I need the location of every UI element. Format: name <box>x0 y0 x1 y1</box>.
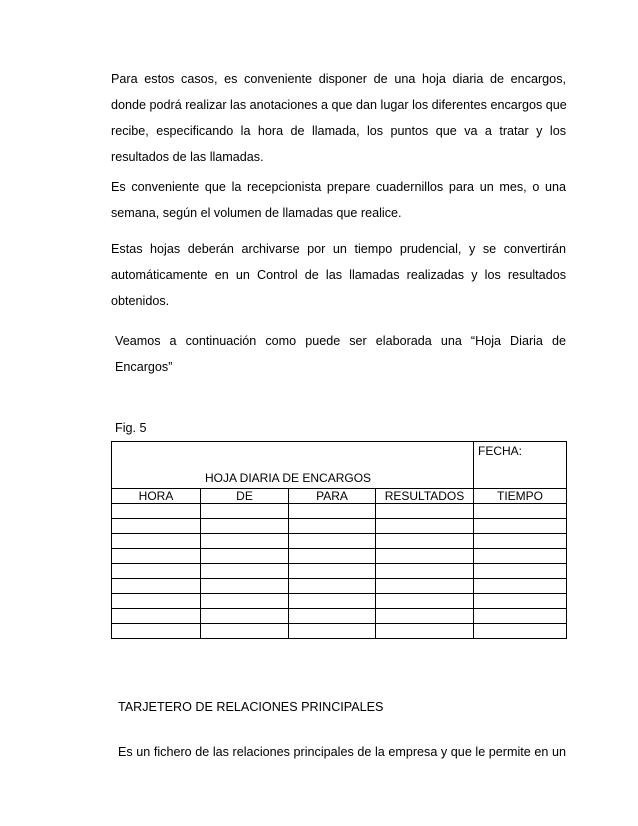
table-cell <box>112 594 201 609</box>
table-cell <box>289 549 376 564</box>
paragraph-line: Encargos” <box>115 360 173 374</box>
table-cell <box>201 519 289 534</box>
table-cell <box>376 594 474 609</box>
paragraph-archivarse <box>111 236 566 314</box>
table-row <box>112 594 567 609</box>
table-cell <box>201 624 289 639</box>
hoja-diaria-table <box>111 441 567 639</box>
paragraph-line: obtenidos. <box>111 294 170 308</box>
table-cell <box>474 519 567 534</box>
paragraph-hoja-diaria <box>111 66 566 170</box>
table-cell <box>201 564 289 579</box>
table-header-row <box>112 489 567 504</box>
table-title: HOJA DIARIA DE ENCARGOS <box>205 471 372 485</box>
column-header: TIEMPO <box>474 489 567 504</box>
table-title-cell <box>112 442 474 489</box>
paragraph-line: Veamos a continuación como puede ser elaborada una “Hoja Diaria de <box>115 334 566 348</box>
table-cell <box>289 534 376 549</box>
column-header: PARA <box>289 489 376 504</box>
table-cell <box>289 594 376 609</box>
paragraph-line: recibe, especificando la hora de llamada, los puntos que va a tratar y los <box>111 124 566 138</box>
table-cell <box>376 549 474 564</box>
table-cell <box>112 609 201 624</box>
paragraph-line: Para estos casos, es conveniente disponer de una hoja diaria de encargos, <box>111 72 566 86</box>
table-cell <box>376 504 474 519</box>
table-cell <box>474 549 567 564</box>
table-cell <box>112 519 201 534</box>
table-cell <box>112 579 201 594</box>
table-cell <box>474 534 567 549</box>
table-cell <box>201 579 289 594</box>
table-cell <box>201 609 289 624</box>
table-row <box>112 579 567 594</box>
column-header: DE <box>201 489 289 504</box>
paragraph-line: automáticamente en un Control de las llamadas realizadas y los resultados <box>111 268 566 282</box>
table-cell <box>376 609 474 624</box>
paragraph-cuadernillos <box>111 174 566 226</box>
table-cell <box>376 519 474 534</box>
table-row <box>112 549 567 564</box>
table-row <box>112 624 567 639</box>
table-date-cell <box>474 442 567 489</box>
table-row <box>112 564 567 579</box>
table-cell <box>474 564 567 579</box>
table-cell <box>289 504 376 519</box>
table-row <box>112 609 567 624</box>
date-label: FECHA: <box>478 444 523 458</box>
table-cell <box>376 624 474 639</box>
table-cell <box>474 579 567 594</box>
table-cell <box>112 624 201 639</box>
paragraph-line: Estas hojas deberán archivarse por un tiempo prudencial, y se convertirán <box>111 242 566 256</box>
table-cell <box>289 624 376 639</box>
table-cell <box>474 624 567 639</box>
paragraph-line: Es conveniente que la recepcionista prepare cuadernillos para un mes, o una <box>111 180 566 194</box>
table-cell <box>376 564 474 579</box>
table-cell <box>289 609 376 624</box>
table-cell <box>376 579 474 594</box>
table-cell <box>201 594 289 609</box>
table-row <box>112 534 567 549</box>
table-row <box>112 504 567 519</box>
column-header: HORA <box>112 489 201 504</box>
paragraph-line: semana, según el volumen de llamadas que realice. <box>111 206 402 220</box>
paragraph-line: resultados de las llamadas. <box>111 150 264 164</box>
table-cell <box>474 609 567 624</box>
last-paragraph-line: Es un fichero de las relaciones principales de la empresa y que le permite en un <box>118 745 566 759</box>
table-cell <box>112 504 201 519</box>
table-cell <box>289 579 376 594</box>
table-cell <box>112 549 201 564</box>
table-cell <box>474 594 567 609</box>
table-row <box>112 519 567 534</box>
column-header: RESULTADOS <box>376 489 474 504</box>
table-cell <box>112 534 201 549</box>
paragraph-veamos <box>115 328 566 380</box>
table-cell <box>201 504 289 519</box>
table-cell <box>289 519 376 534</box>
figure-label: Fig. 5 <box>115 421 147 435</box>
table-cell <box>376 534 474 549</box>
paragraph-line: donde podrá realizar las anotaciones a que dan lugar los diferentes encargos que <box>111 98 567 112</box>
section-heading: TARJETERO DE RELACIONES PRINCIPALES <box>118 700 384 714</box>
table-cell <box>289 564 376 579</box>
table-cell <box>201 549 289 564</box>
table-cell <box>474 504 567 519</box>
table-cell <box>201 534 289 549</box>
table-cell <box>112 564 201 579</box>
